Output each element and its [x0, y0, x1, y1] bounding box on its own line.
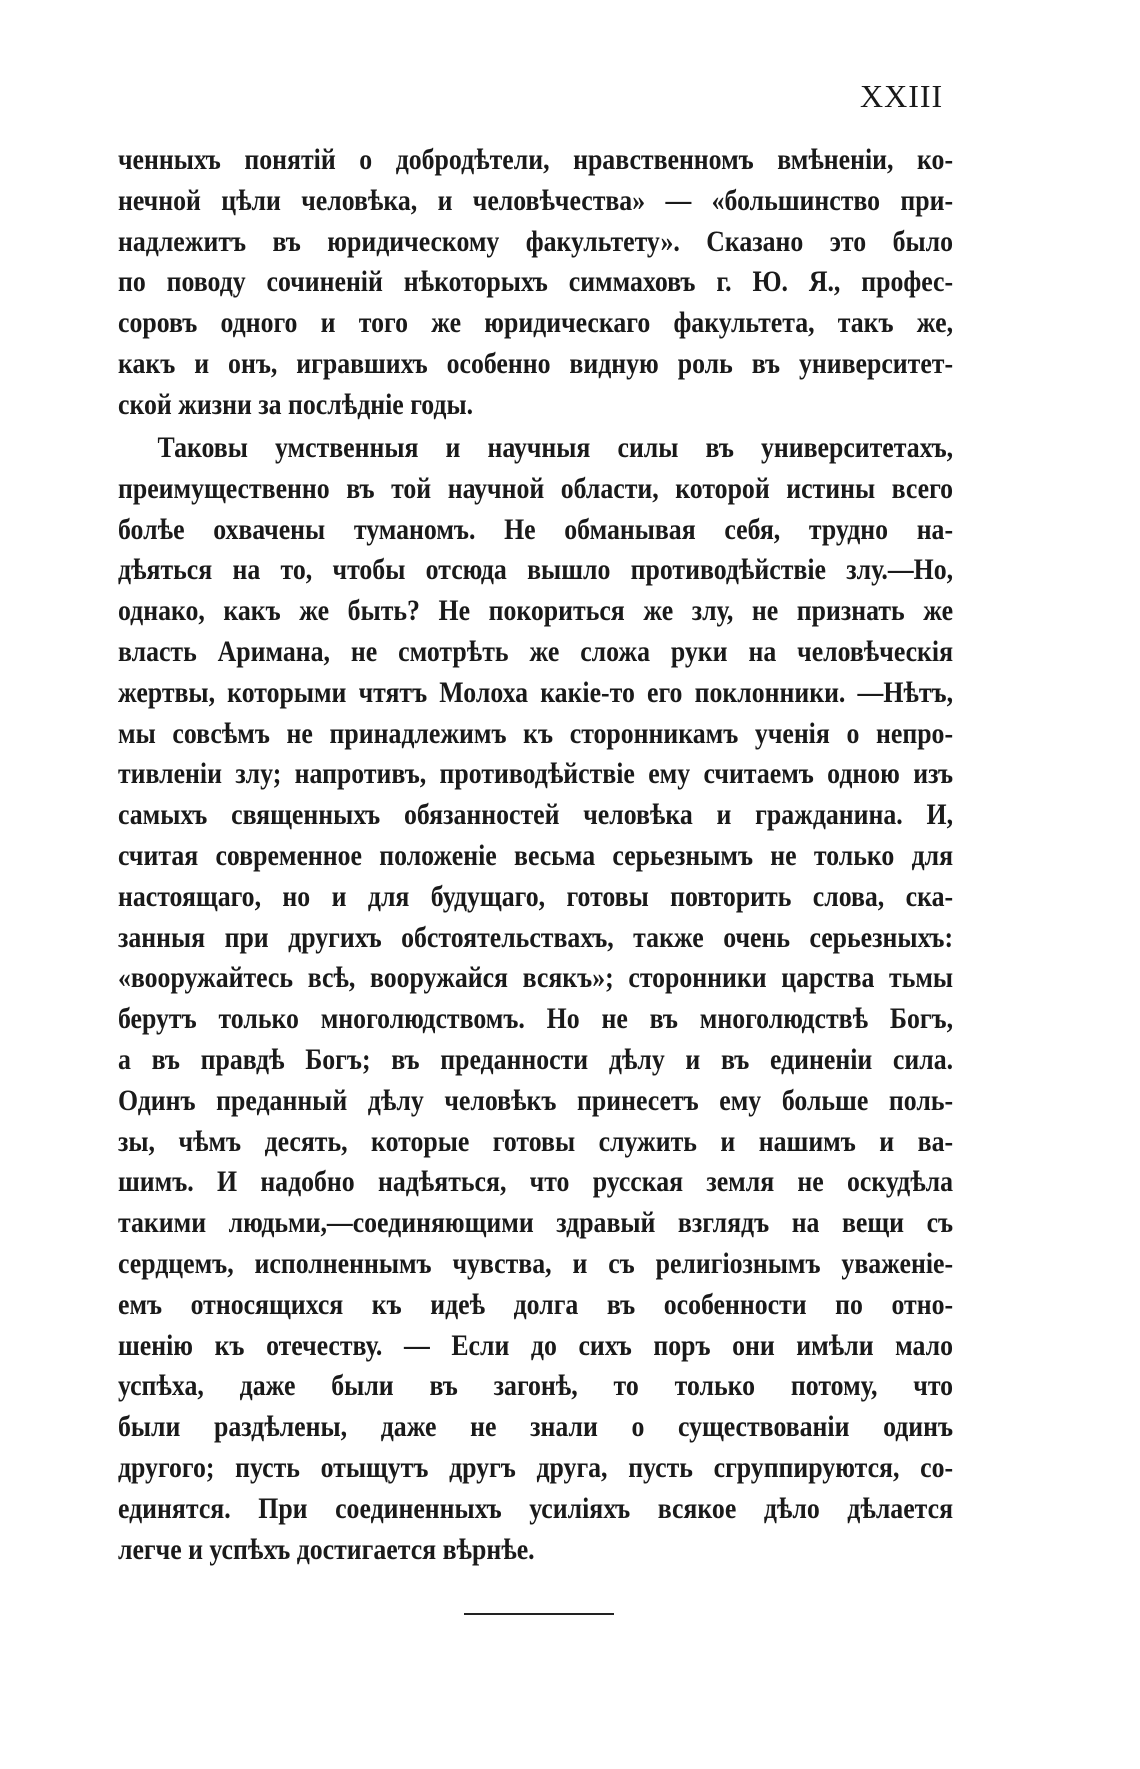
text-line: ской жизни за послѣдніе годы. [118, 387, 474, 421]
text-line: настоящаго, но и для будущаго, готовы повторить слова, ска- [118, 879, 954, 913]
paragraph-2 [118, 428, 953, 1570]
text-line: однако, какъ же быть? Не покориться же злу, не признать же [118, 594, 954, 628]
text-line: легче и успѣхъ достигается вѣрнѣе. [118, 1532, 535, 1566]
text-line: дѣяться на то, чтобы отсюда вышло противодѣйствіе злу.—Но, [118, 553, 954, 587]
text-line: тивленіи злу; напротивъ, противодѣйствіе ему считаемъ одною изъ [118, 757, 954, 791]
text-line: другого; пусть отыщутъ другъ друга, пусть сгруппируются, со- [118, 1450, 954, 1484]
text-line: соровъ одного и того же юридическаго факультета, такъ же, [118, 306, 954, 340]
text-line: шенію къ отечеству. — Если до сихъ поръ они имѣли мало [118, 1328, 954, 1362]
text-line: какъ и онъ, игравшихъ особенно видную роль въ университет- [118, 346, 954, 380]
text-line: считая современное положеніе весьма серьезнымъ не только для [118, 838, 954, 872]
text-line: емъ относящихся къ идеѣ долга въ особенности по отно- [118, 1287, 954, 1321]
text-line: а въ правдѣ Богъ; въ преданности дѣлу и въ единеніи сила. [118, 1042, 954, 1076]
text-line: преимущественно въ той научной области, которой истины всего [118, 471, 954, 505]
paragraph-1 [118, 140, 953, 426]
text-line: «вооружайтесь всѣ, вооружайся всякъ»; сторонники царства тьмы [118, 961, 954, 995]
text-line: самыхъ священныхъ обязанностей человѣка и гражданина. И, [118, 798, 954, 832]
text-line: занныя при другихъ обстоятельствахъ, также очень серьезныхъ: [118, 920, 954, 954]
text-line: мы совсѣмъ не принадлежимъ къ сторонникамъ ученія о непро- [118, 716, 954, 750]
text-line: нечной цѣли человѣка, и человѣчества» — «большинство при- [118, 183, 954, 217]
text-line: были раздѣлены, даже не знали о существованіи одинъ [118, 1410, 954, 1444]
page-number: XXIII [860, 78, 944, 114]
text-line: успѣха, даже были въ загонѣ, то только потому, что [118, 1369, 954, 1403]
text-line: берутъ только многолюдствомъ. Но не въ многолюдствѣ Богъ, [118, 1002, 954, 1036]
text-line: сердцемъ, исполненнымъ чувства, и съ религіознымъ уваженіе- [118, 1246, 954, 1280]
text-line: шимъ. И надобно надѣяться, что русская земля не оскудѣла [118, 1165, 954, 1199]
text-line: надлежитъ въ юридическому факультету». Сказано это было [118, 224, 954, 258]
text-line: Таковы умственныя и научныя силы въ университетахъ, [157, 431, 954, 464]
text-line: власть Аримана, не смотрѣть же сложа руки на человѣческія [118, 634, 954, 668]
text-line: такими людьми,—соединяющими здравый взглядъ на вещи съ [118, 1206, 954, 1240]
text-line: болѣе охвачены туманомъ. Не обманывая себя, трудно на- [118, 512, 954, 546]
text-line: Одинъ преданный дѣлу человѣкъ принесетъ ему больше поль- [118, 1083, 954, 1117]
text-line: жертвы, которыми чтятъ Молоха какіе-то его поклонники. —Нѣтъ, [118, 675, 954, 709]
text-line: по поводу сочиненій нѣкоторыхъ симмаховъ г. Ю. Я., профес- [118, 265, 954, 299]
text-line: ченныхъ понятій о добродѣтели, нравственномъ вмѣненіи, ко- [118, 143, 954, 176]
text-line: единятся. При соединенныхъ усиліяхъ всякое дѣло дѣлается [118, 1491, 954, 1525]
text-line: зы, чѣмъ десять, которые готовы служить и нашимъ и ва- [118, 1124, 954, 1158]
section-end-rule [464, 1613, 614, 1615]
